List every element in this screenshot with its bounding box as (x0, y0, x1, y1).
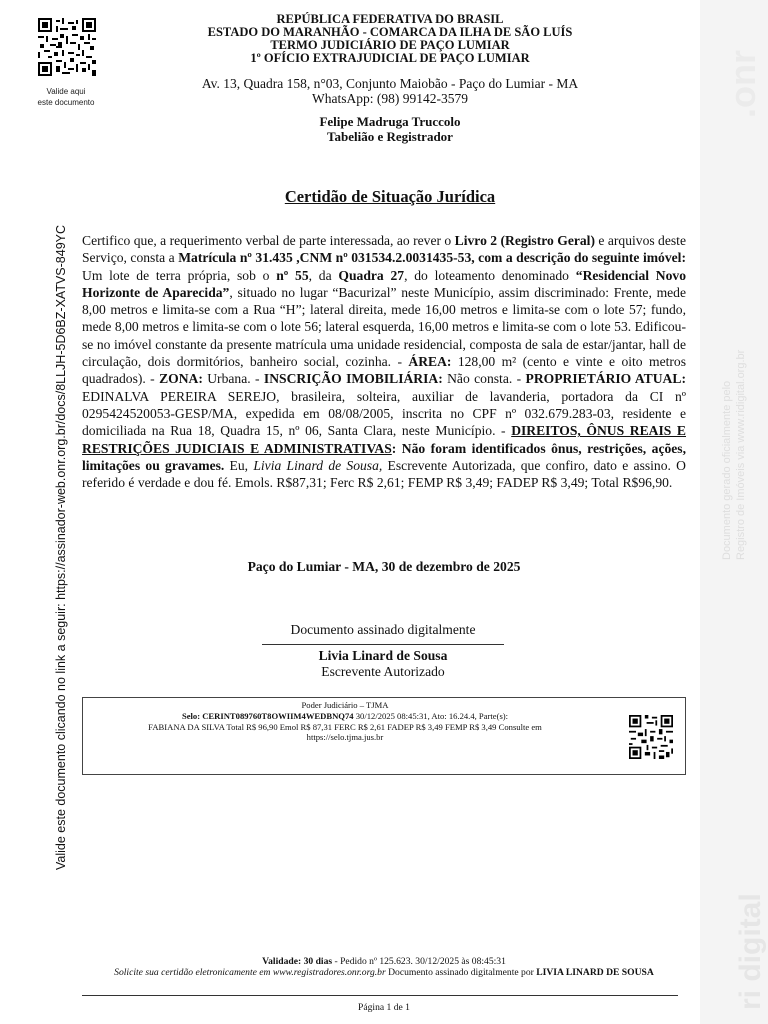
footer-validity: Validade: 30 dias - Pedido nº 125.623. 30/12/2025 às 08:45:31 (262, 956, 506, 967)
judicial-seal-box (82, 697, 686, 775)
watermark-brand: ri digital (734, 893, 767, 1010)
office-address: Av. 13, Quadra 158, n°03, Conjunto Maiobão - Paço do Lumiar - MA (201, 76, 579, 91)
side-validation-link[interactable]: Valide este documento clicando no link a seguir: https://assinador-web.onr.org.br/docs/8LLJH-5D6BZ-XATVS-849YC (54, 224, 68, 870)
header-line-state: ESTADO DO MARANHÃO - COMARCA DA ILHA DE SÃO LUÍS (207, 25, 573, 39)
header-line-office: 1º OFÍCIO EXTRAJUDICIAL DE PAÇO LUMIAR (250, 51, 530, 65)
watermark-text: Documento gerado oficialmente pelo Registro de Imóveis via www.ridigital.org.br (721, 349, 747, 560)
signer-name: Livia Linard de Sousa (318, 648, 448, 663)
signer-role: Escrevente Autorizado (321, 664, 445, 679)
certificate-body: Certifico que, a requerimento verbal de parte interessada, ao rever o Livro 2 (Registro Geral) e arquivos deste Serviço, consta a Matrícula nº 31.435 ,CNM nº 031534.2.0031435-53, com a descrição do seguinte imóvel: Um lote de terra própria, sob o nº 55, da Quadra 27, do loteamento denominado “Residencial Novo Horizonte de Aparecida”, situado no lugar “Bacurizal” neste Município, assim discriminado: Frente, mede 8,00 metros e limita-se com a Rua “H”; lateral direita, mede 16,00 metros e limita-se com o lote 57; fundo, mede 8,00 metros e limita-se com o lote 56; lateral esquerda, 16,00 metros e limita-se com o lote 53. Edificou-se no imóvel constante da presente matrícula uma unidade residencial, composta de sala de estar/jantar, hall de circulação, dois dormitórios, banheiro social, cozinha. - ÁREA: 128,00 m² (cento e vinte e oito metros quadrados). - ZONA: Urbana. - INSCRIÇÃO IMOBILIÁRIA: Não consta. - PROPRIETÁRIO ATUAL: EDINALVA PEREIRA SEREJO, brasileira, solteira, auxiliar de lavanderia, portadora da CI nº 0295424520053-GESP/MA, expedida em 08/08/2005, inscrita no CPF nº 032.679.283-03, residente e domiciliada na Rua 18, Quadra 15, nº 06, Santa Clara, neste Município. - DIREITOS, ÔNUS REAIS E RESTRIÇÕES JUDICIAIS E ADMINISTRATIVAS: Não foram identificados ônus, restrições, ações, limitações ou gravames. Eu, Livia Linard de Sousa, Escrevente Autorizada, que confiro, dato e assino. O referido é verdade e dou fé. Emols. R$87,31; Ferc R$ 2,61; FEMP R$ 3,49; FADEP R$ 3,49; Total R$96,90. (82, 233, 687, 491)
notary-name: Felipe Madruga Truccolo (319, 114, 461, 129)
signature-note: Documento assinado digitalmente (290, 622, 476, 637)
seal-qr-code[interactable] (629, 715, 673, 759)
signature-line (262, 644, 504, 645)
header-line-term: TERMO JUDICIÁRIO DE PAÇO LUMIAR (270, 38, 510, 52)
place-date: Paço do Lumiar - MA, 30 de dezembro de 2025 (247, 559, 521, 574)
footer-request-link[interactable]: Solicite sua certidão eletronicamente em www.registradores.onr.org.br (114, 967, 386, 978)
qr-code-icon (629, 715, 673, 759)
footer-request: Solicite sua certidão eletronicamente em www.registradores.onr.org.br Documento assinado digitalmente por LIVIA LINARD DE SOUSA (114, 967, 654, 978)
notary-role: Tabelião e Registrador (327, 129, 453, 144)
document-title: Certidão de Situação Jurídica (284, 187, 496, 206)
footer-divider (82, 995, 678, 996)
notary-block (140, 114, 640, 144)
qr-caption: Valide aqui este documento (37, 87, 95, 107)
rights-heading: DIREITOS, ÔNUS REAIS E RESTRIÇÕES JUDICIAIS E ADMINISTRATIVAS (82, 423, 686, 456)
seal-link[interactable]: https://selo.tjma.jus.br (306, 732, 384, 743)
office-whatsapp: WhatsApp: (98) 99142-3579 (312, 91, 468, 106)
qr-code-icon (38, 18, 96, 76)
header-line-republic: REPÚBLICA FEDERATIVA DO BRASIL (276, 12, 504, 26)
signature-block (262, 622, 504, 680)
page-number: Página 1 de 1 (358, 1002, 410, 1013)
seal-code: Selo: CERINT089760T8OWIIM4WEDBNQ74 (181, 710, 354, 721)
seal-text: Poder Judiciário – TJMA Selo: CERINT089760T8OWIIM4WEDBNQ74 30/12/2025 08:45:31, Ato: 16.24.4, Parte(s): FABIANA DA SILVA Total R$ 96,90 Emol R$ 87,31 FERC R$ 2,61 FADEP R$ 3,49 FEMP R$ 3,49 Consulte em https://selo.tjma.jus.br (85, 700, 605, 743)
office-contact (140, 76, 640, 106)
validation-qr-code[interactable] (38, 18, 96, 76)
office-header (140, 13, 640, 65)
watermark-onr: .onr (722, 50, 763, 118)
